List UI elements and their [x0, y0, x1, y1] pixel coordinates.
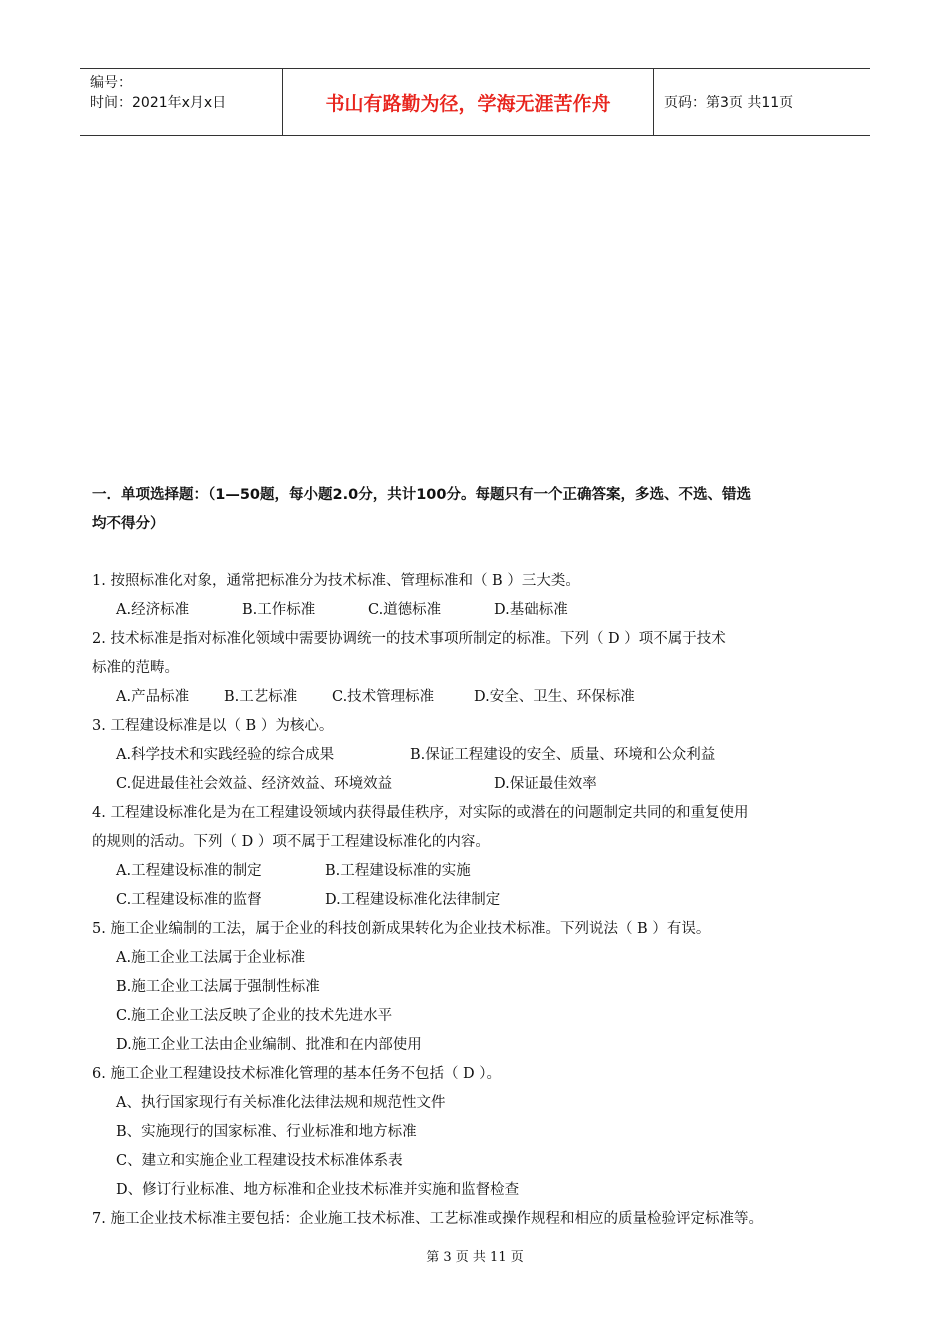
question-4-cont: 的规则的活动。下列（ D ）项不属于工程建设标准化的内容。 [92, 834, 490, 850]
question-7: 7. 施工企业技术标准主要包括：企业施工技术标准、工艺标准或操作规程和相应的质量检验评定标准等。 [92, 1211, 763, 1227]
header-page-info: 页码：第3页 共11页 [664, 95, 794, 111]
question-2-options [92, 683, 882, 712]
option: A.工程建设标准的制定 [116, 863, 262, 879]
question-1: 1. 按照标准化对象，通常把标准分为技术标准、管理标准和（ B ）三大类。 [92, 573, 580, 589]
option: A.产品标准 [116, 689, 190, 705]
question-2: 2. 技术标准是指对标准化领域中需要协调统一的技术事项所制定的标准。下列（ D ）项不属于技术 [92, 631, 726, 647]
question-4-options-ab [92, 857, 882, 886]
option: D.施工企业工法由企业编制、批准和在内部使用 [116, 1037, 422, 1053]
option: A.施工企业工法属于企业标准 [116, 950, 306, 966]
question-4: 4. 工程建设标准化是为在工程建设领域内获得最佳秩序，对实际的或潜在的问题制定共同的和重复使用 [92, 805, 749, 821]
option: B.施工企业工法属于强制性标准 [116, 979, 320, 995]
option: B.工作标准 [242, 602, 316, 618]
section-title-line1: 一．单项选择题：（1—50题，每小题2.0分，共计100分。每题只有一个正确答案，多选、不选、错选 [92, 487, 751, 503]
section-title-line2: 均不得分） [92, 516, 165, 532]
question-3: 3. 工程建设标准是以（ B ）为核心。 [92, 718, 334, 734]
option: A.经济标准 [116, 602, 190, 618]
option: D.基础标准 [494, 602, 568, 618]
date-line: 时间：2021年x月x日 [90, 95, 227, 111]
page-footer: 第 3 页 共 11 页 [426, 1250, 524, 1265]
option: D.保证最佳效率 [494, 776, 597, 792]
option: B.保证工程建设的安全、质量、环境和公众利益 [410, 747, 716, 763]
question-2-cont: 标准的范畴。 [92, 660, 179, 676]
question-4-options-cd [92, 886, 882, 915]
option: D.安全、卫生、环保标准 [474, 689, 635, 705]
question-3-options-ab [92, 741, 882, 770]
option: A.科学技术和实践经验的综合成果 [116, 747, 335, 763]
option: C.施工企业工法反映了企业的技术先进水平 [116, 1008, 393, 1024]
serial-label: 编号： [90, 75, 132, 91]
option: B.工程建设标准的实施 [325, 863, 471, 879]
question-3-options-cd [92, 770, 882, 799]
option: D、修订行业标准、地方标准和企业技术标准并实施和监督检查 [116, 1182, 520, 1198]
question-5: 5. 施工企业编制的工法，属于企业的科技创新成果转化为企业技术标准。下列说法（ B ）有误。 [92, 921, 711, 937]
option: B.工艺标准 [224, 689, 298, 705]
option: C.促进最佳社会效益、经济效益、环境效益 [116, 776, 393, 792]
section-title [92, 481, 872, 539]
header-meta [80, 69, 282, 135]
option: C.工程建设标准的监督 [116, 892, 262, 908]
option: D.工程建设标准化法律制定 [325, 892, 501, 908]
option: C.技术管理标准 [332, 689, 435, 705]
question-list [92, 567, 882, 1234]
option: C.道德标准 [368, 602, 442, 618]
header-motto: 书山有路勤为径，学海无涯苦作舟 [282, 69, 654, 135]
option: A、执行国家现行有关标准化法律法规和规范性文件 [116, 1095, 446, 1111]
option: C、建立和实施企业工程建设技术标准体系表 [116, 1153, 403, 1169]
option: B、实施现行的国家标准、行业标准和地方标准 [116, 1124, 417, 1140]
question-6: 6. 施工企业工程建设技术标准化管理的基本任务不包括（ D ）。 [92, 1066, 502, 1082]
question-1-options [92, 596, 882, 625]
page-header [80, 68, 870, 136]
